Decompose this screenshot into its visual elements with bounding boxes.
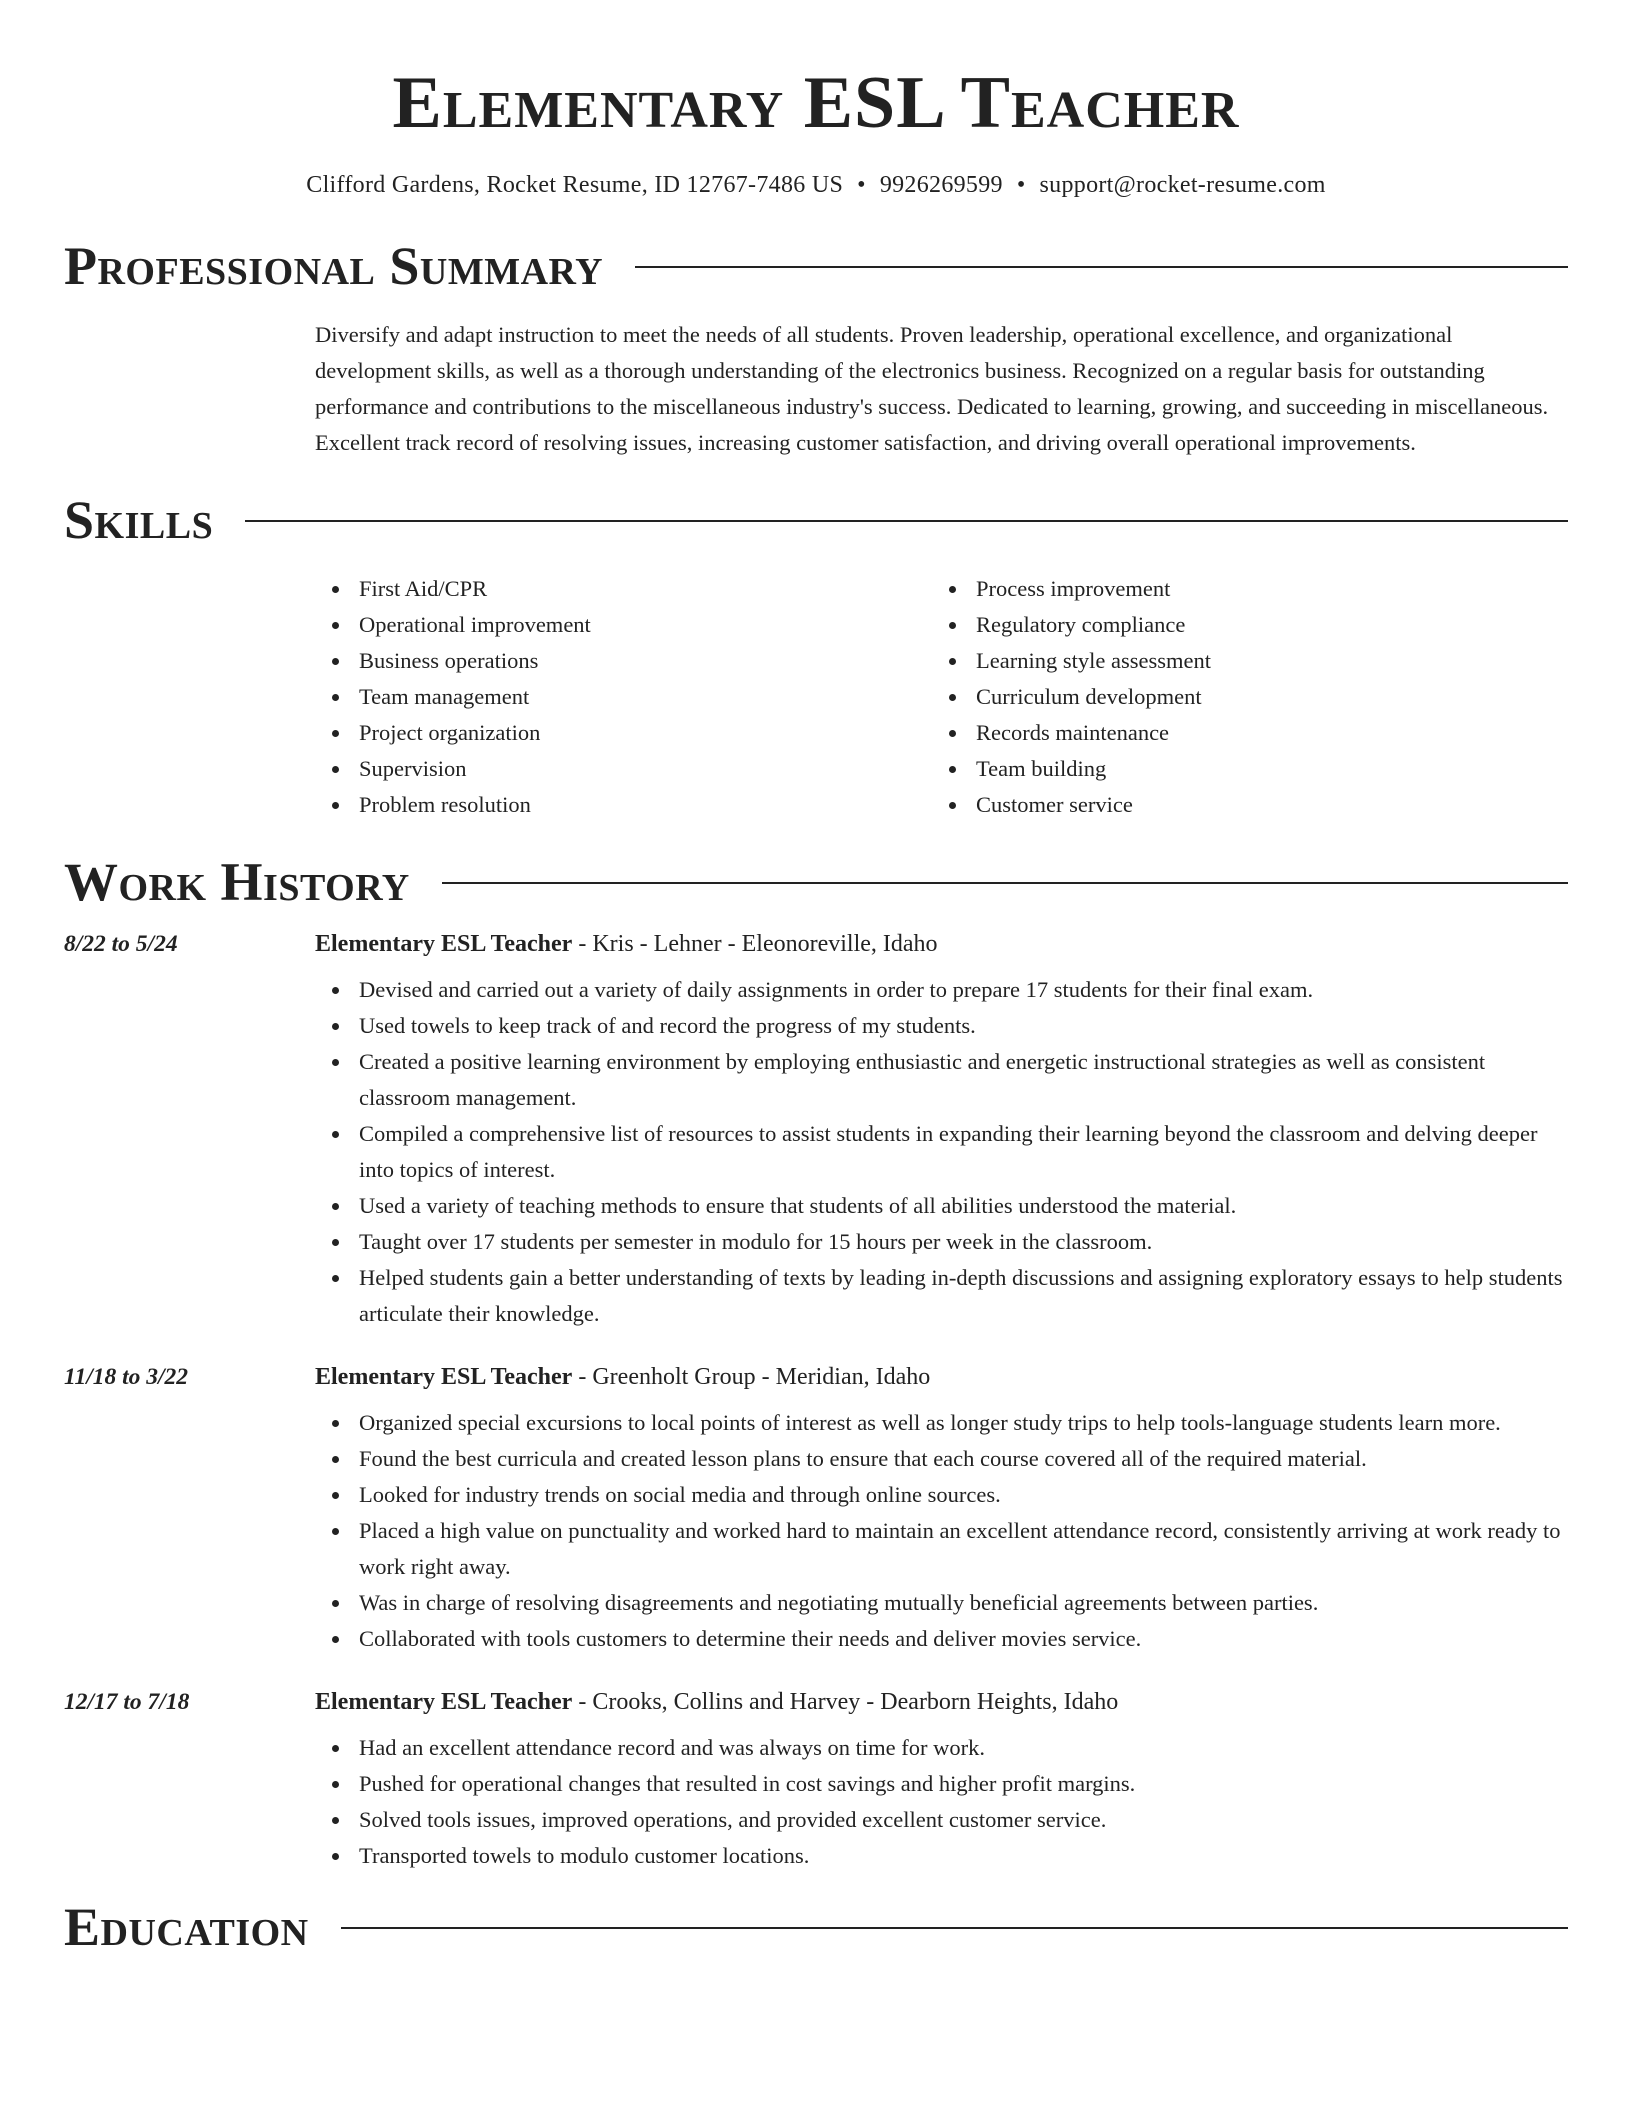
resume-name: Elementary ESL Teacher [392,62,1240,144]
job-entry [64,1364,1568,1657]
job-bullet: Used towels to keep track of and record the progress of my students. [315,1008,1568,1044]
skill-item: Supervision [315,751,932,787]
job-dates: 8/22 to 5/24 [64,931,178,957]
job-bullet: Used a variety of teaching methods to ensure that students of all abilities understood the material. [315,1188,1568,1224]
contact-phone: 9926269599 [879,172,1003,198]
job-bullet: Solved tools issues, improved operations, and provided excellent customer service. [315,1802,1568,1838]
summary-section-title: Professional Summary [64,236,604,296]
work-section-title: Work History [64,852,410,912]
skill-item: Operational improvement [315,607,932,643]
section-divider [442,882,1568,884]
section-divider [635,266,1568,268]
job-title-line [315,1689,1118,1716]
skills-section-header [64,490,1568,550]
job-header [64,931,1568,958]
job-bullet: Taught over 17 students per semester in modulo for 15 hours per week in the classroom. [315,1224,1568,1260]
job-bullet: Had an excellent attendance record and was always on time for work. [315,1730,1568,1766]
job-bullet: Looked for industry trends on social media and through online sources. [315,1477,1568,1513]
skill-item: Customer service [932,787,1549,823]
summary-text: Diversify and adapt instruction to meet the needs of all students. Proven leadership, operational excellence, and organizational development skills, as well as a thorough understanding of the electronics business. Recognized on a regular basis for outstanding performance and contributions to the miscellaneous industry's success. Dedicated to learning, growing, and succeeding in miscellaneous. Excellent track record of resolving issues, increasing customer satisfaction, and driving overall operational improvements. [315,322,1549,455]
skills-grid [315,571,1568,823]
skills-column-left [315,571,932,823]
job-bullets [315,1730,1568,1874]
contact-separator: • [857,172,866,198]
job-details: - Crooks, Collins and Harvey - Dearborn Heights, Idaho [572,1689,1119,1715]
job-bullets [315,1405,1568,1657]
skill-item: Team building [932,751,1549,787]
job-bullet: Organized special excursions to local points of interest as well as longer study trips to help tools-language students learn more. [315,1405,1568,1441]
job-bullet: Pushed for operational changes that resulted in cost savings and higher profit margins. [315,1766,1568,1802]
job-dates: 12/17 to 7/18 [64,1689,190,1715]
job-role: Elementary ESL Teacher [315,1689,573,1715]
work-section-header [64,852,1568,912]
job-entry [64,931,1568,1332]
skill-item: Project organization [315,715,932,751]
job-bullet: Helped students gain a better understanding of texts by leading in-depth discussions and assigning exploratory essays to help students articulate their knowledge. [315,1260,1568,1332]
job-bullet: Placed a high value on punctuality and worked hard to maintain an excellent attendance record, consistently arriving at work ready to work right away. [315,1513,1568,1585]
contact-email: support@rocket-resume.com [1039,172,1326,198]
job-entry [64,1689,1568,1874]
skill-item: Team management [315,679,932,715]
skill-item: Curriculum development [932,679,1549,715]
education-section-title: Education [64,1897,309,1957]
job-bullet: Devised and carried out a variety of daily assignments in order to prepare 17 students for their final exam. [315,972,1568,1008]
skill-item: Learning style assessment [932,643,1549,679]
job-role: Elementary ESL Teacher [315,1364,573,1390]
job-bullet: Found the best curricula and created lesson plans to ensure that each course covered all of the required material. [315,1441,1568,1477]
job-details: - Kris - Lehner - Eleonoreville, Idaho [572,931,938,957]
skills-section-title: Skills [64,490,214,550]
skill-item: Records maintenance [932,715,1549,751]
job-header [64,1364,1568,1391]
skills-column-right [932,571,1549,823]
skill-item: Business operations [315,643,932,679]
skill-item: Problem resolution [315,787,932,823]
contact-separator: • [1016,172,1026,198]
job-details: - Greenholt Group - Meridian, Idaho [572,1364,931,1390]
job-bullet: Compiled a comprehensive list of resources to assist students in expanding their learning beyond the classroom and delving deeper into topics of interest. [315,1116,1568,1188]
job-bullets [315,972,1568,1332]
contact-line [64,172,1568,199]
skill-item: First Aid/CPR [315,571,932,607]
job-title-line [315,1364,930,1391]
job-header [64,1689,1568,1716]
skill-item: Process improvement [932,571,1549,607]
job-bullet: Transported towels to modulo customer locations. [315,1838,1568,1874]
section-divider [245,520,1568,522]
job-bullet: Was in charge of resolving disagreements and negotiating mutually beneficial agreements between parties. [315,1585,1568,1621]
job-title-line [315,931,938,958]
job-bullet: Collaborated with tools customers to determine their needs and deliver movies service. [315,1621,1568,1657]
education-section-header [64,1897,1568,1957]
job-role: Elementary ESL Teacher [315,931,573,957]
job-dates: 11/18 to 3/22 [64,1364,189,1390]
contact-address: Clifford Gardens, Rocket Resume, ID 12767-7486 US [306,172,844,198]
section-divider [341,1927,1568,1929]
skill-item: Regulatory compliance [932,607,1549,643]
job-bullet: Created a positive learning environment by employing enthusiastic and energetic instructional strategies as well as consistent classroom management. [315,1044,1568,1116]
summary-section-header [64,236,1568,296]
